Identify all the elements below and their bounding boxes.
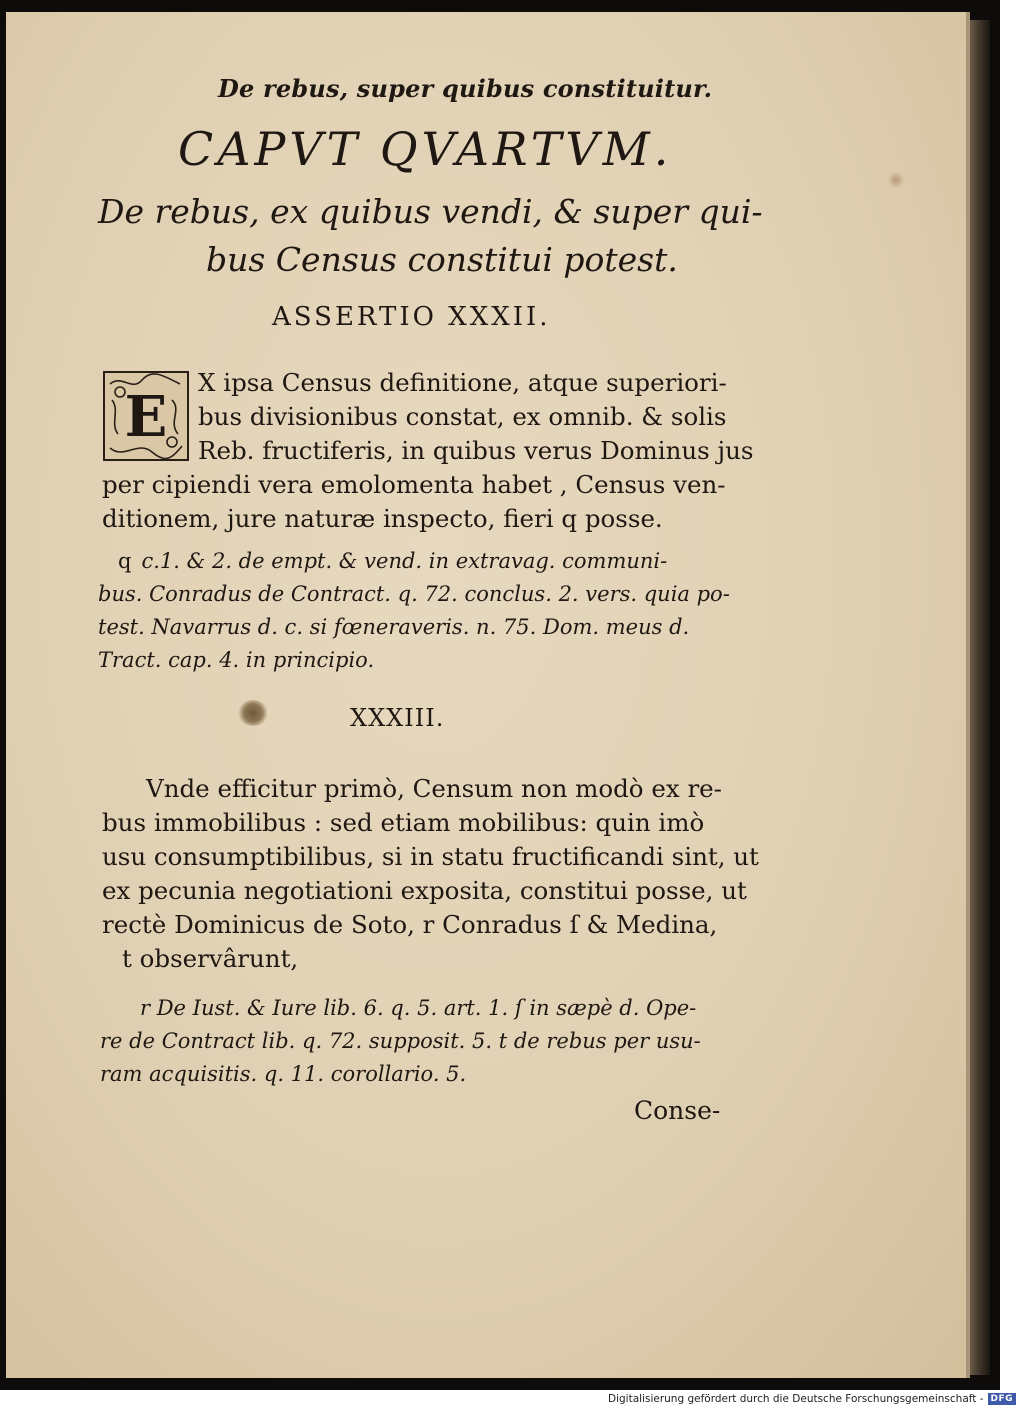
footnote-line: test. Navarrus d. c. si fœneraveris. n. 75. Dom. meus d. [98,615,690,639]
text-line: Reb. fructiferis, in quibus verus Dominus jus [198,436,754,465]
footnote-line: bus. Conradus de Contract. q. 72. conclus. 2. vers. quia po- [98,582,730,606]
footnote-q [98,545,738,677]
text-line: Vnde efficitur primò, Censum non modò ex re- [146,774,722,803]
footnote-line: c.1. & 2. de empt. & vend. in extravag. communi- [141,549,668,573]
footnote-line: Tract. cap. 4. in principio. [98,648,375,672]
text-line: per cipiendi vera emolomenta habet , Census ven- [102,470,726,499]
paragraph-assertio-32 [102,366,754,536]
footnote-marker: q [118,549,132,573]
paragraph-assertio-33 [102,772,759,976]
chapter-title: CAPVT QVARTVM. [178,122,673,176]
drop-cap-letter: E [124,384,168,450]
footnote-r-s-t [100,992,740,1091]
catchword: Conse- [634,1096,721,1125]
chapter-subtitle [98,188,763,284]
footer-text: Digitalisierung gefördert durch die Deutsche Forschungsgemeinschaft - [608,1393,984,1405]
running-head: De rebus, super quibus constituitur. [218,74,713,103]
digitization-footer [608,1391,1014,1407]
text-line: ditionem, jure naturæ inspecto, fieri q posse. [102,504,663,533]
text-line: bus divisionibus constat, ex omnib. & solis [198,402,727,431]
text-line: bus immobilibus : sed etiam mobilibus: quin imò [102,808,705,837]
assertio-heading: ASSERTIO XXXII. [272,302,551,332]
text-line: rectè Dominicus de Soto, r Conradus ſ & Medina, [102,910,718,939]
paper-spot [888,172,904,188]
ink-stain [238,700,268,726]
text-line: t observârunt, [122,944,299,973]
footnote-line: re de Contract lib. q. 72. supposit. 5. t de rebus per usu- [100,1029,701,1053]
footnote-line: r De Iust. & Iure lib. 6. q. 5. art. 1. ſ in sæpè d. Ope- [140,996,697,1020]
dfg-logo-icon: DFG [988,1393,1016,1405]
text-line: X ipsa Census definitione, atque superiori- [198,368,727,397]
text-line: usu consumptibilibus, si in statu fructificandi sint, ut [102,842,759,871]
text-line: ex pecunia negotiationi exposita, constitui posse, ut [102,876,747,905]
subtitle-line: bus Census constitui potest. [206,240,678,279]
assertio-heading-33: XXXIII. [350,704,445,732]
footnote-line: ram acquisitis. q. 11. corollario. 5. [100,1062,467,1086]
subtitle-line: De rebus, ex quibus vendi, & super qui- [98,192,763,231]
